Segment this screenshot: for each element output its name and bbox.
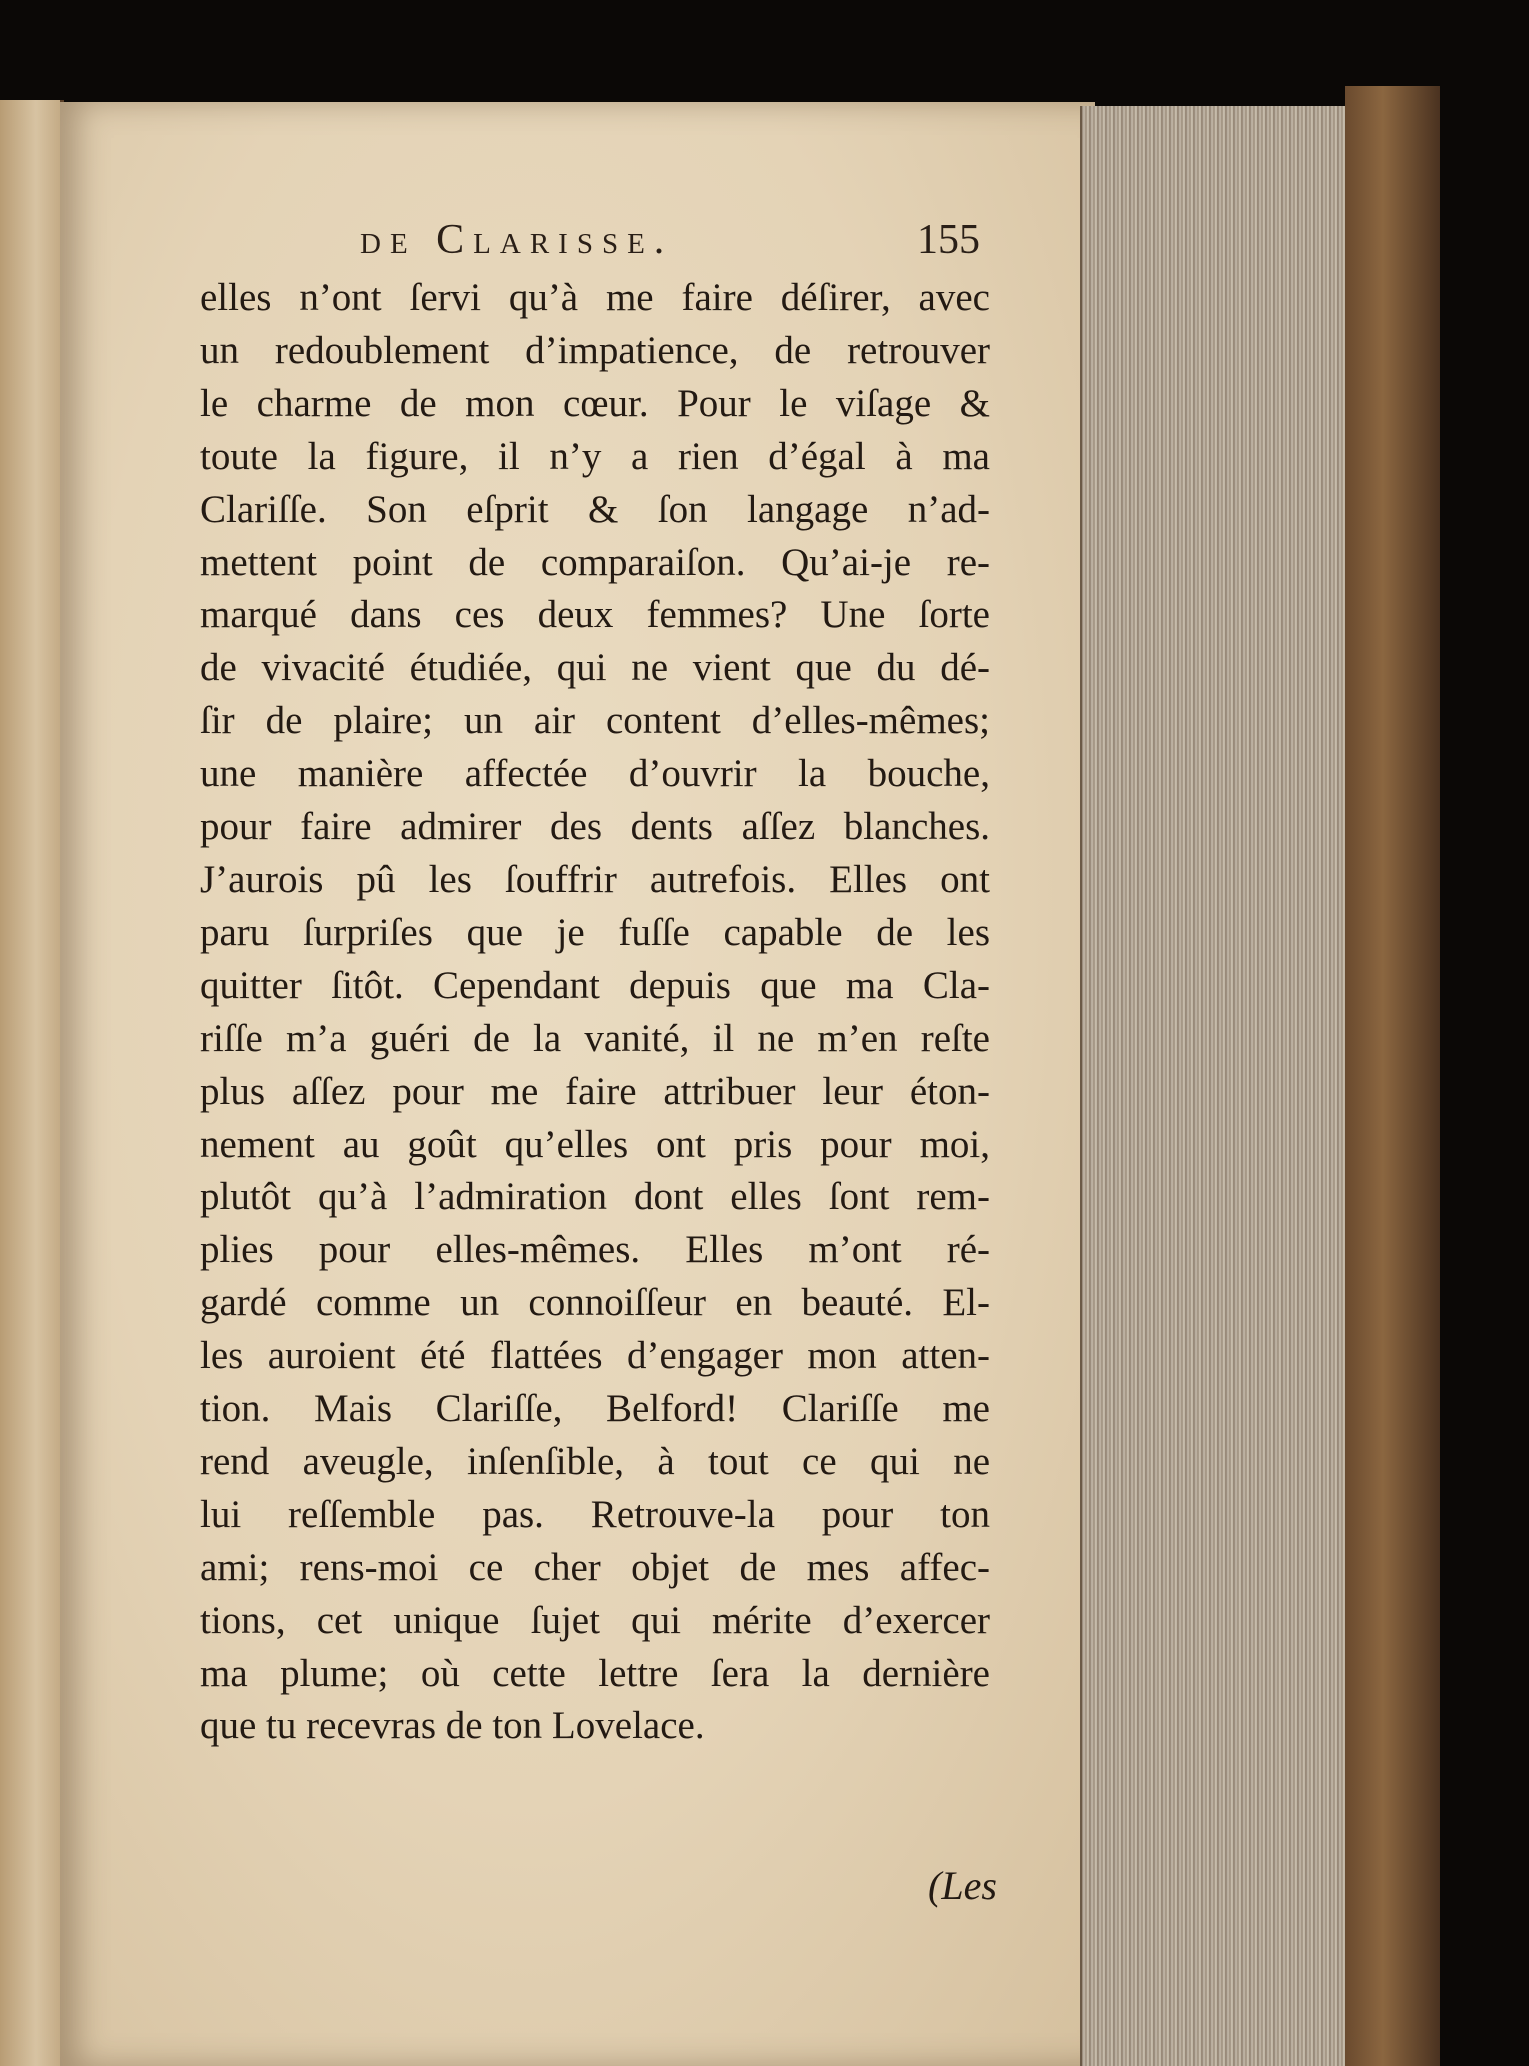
text-line: ami; rens-moi ce cher objet de mes affec- bbox=[200, 1545, 990, 1589]
page-edges bbox=[1080, 106, 1347, 2066]
text-line: que tu recevras de ton Lovelace. bbox=[200, 1704, 705, 1748]
catchword: (Les bbox=[928, 1863, 997, 1908]
text-line: tions, cet unique ſujet qui mérite d’exercer bbox=[200, 1598, 990, 1642]
text-line: riſſe m’a guéri de la vanité, il ne m’en reſte bbox=[200, 1016, 990, 1060]
running-title: de Clarisse. bbox=[360, 217, 674, 263]
text-line: quitter ſitôt. Cependant depuis que ma Cla- bbox=[200, 963, 990, 1007]
text-line: une manière affectée d’ouvrir la bouche, bbox=[200, 752, 990, 796]
text-line: plies pour elles-mêmes. Elles m’ont ré- bbox=[200, 1228, 990, 1272]
text-line: plutôt qu’à l’admiration dont elles ſont rem- bbox=[200, 1175, 990, 1219]
page-header bbox=[360, 216, 980, 276]
page-number: 155 bbox=[917, 217, 980, 263]
text-line: J’aurois pû les ſouffrir autrefois. Elles ont bbox=[200, 857, 990, 901]
text-line: Clariſſe. Son eſprit & ſon langage n’ad- bbox=[200, 487, 990, 531]
text-line: de vivacité étudiée, qui ne vient que du dé- bbox=[200, 646, 990, 690]
body-text bbox=[200, 272, 990, 1753]
text-line: mettent point de comparaiſon. Qu’ai-je re- bbox=[200, 540, 990, 584]
text-line: lui reſſemble pas. Retrouve-la pour ton bbox=[200, 1492, 990, 1536]
text-line: tion. Mais Clariſſe, Belford! Clariſſe me bbox=[200, 1387, 990, 1431]
book-cover bbox=[1345, 86, 1440, 2066]
text-line: toute la figure, il n’y a rien d’égal à ma bbox=[200, 434, 990, 478]
text-line: le charme de mon cœur. Pour le viſage & bbox=[200, 381, 990, 425]
left-page-edge bbox=[0, 100, 64, 2066]
text-line: les auroient été flattées d’engager mon atten- bbox=[200, 1334, 990, 1378]
text-line: rend aveugle, inſenſible, à tout ce qui ne bbox=[200, 1439, 990, 1483]
text-line: plus aſſez pour me faire attribuer leur éton- bbox=[200, 1069, 990, 1113]
text-line: nement au goût qu’elles ont pris pour moi, bbox=[200, 1122, 990, 1166]
text-line: ſir de plaire; un air content d’elles-mêmes; bbox=[200, 699, 990, 743]
text-line: gardé comme un connoiſſeur en beauté. El- bbox=[200, 1281, 990, 1325]
text-line: elles n’ont ſervi qu’à me faire déſirer, avec bbox=[200, 276, 990, 319]
text-line: paru ſurpriſes que je fuſſe capable de les bbox=[200, 910, 990, 954]
text-line: un redoublement d’impatience, de retrouver bbox=[200, 328, 990, 372]
book-spread bbox=[0, 76, 1440, 2066]
text-line: marqué dans ces deux femmes? Une ſorte bbox=[200, 593, 990, 637]
text-line: ma plume; où cette lettre ſera la dernière bbox=[200, 1651, 990, 1695]
page bbox=[60, 102, 1095, 2066]
text-line: pour faire admirer des dents aſſez blanches. bbox=[200, 805, 990, 849]
